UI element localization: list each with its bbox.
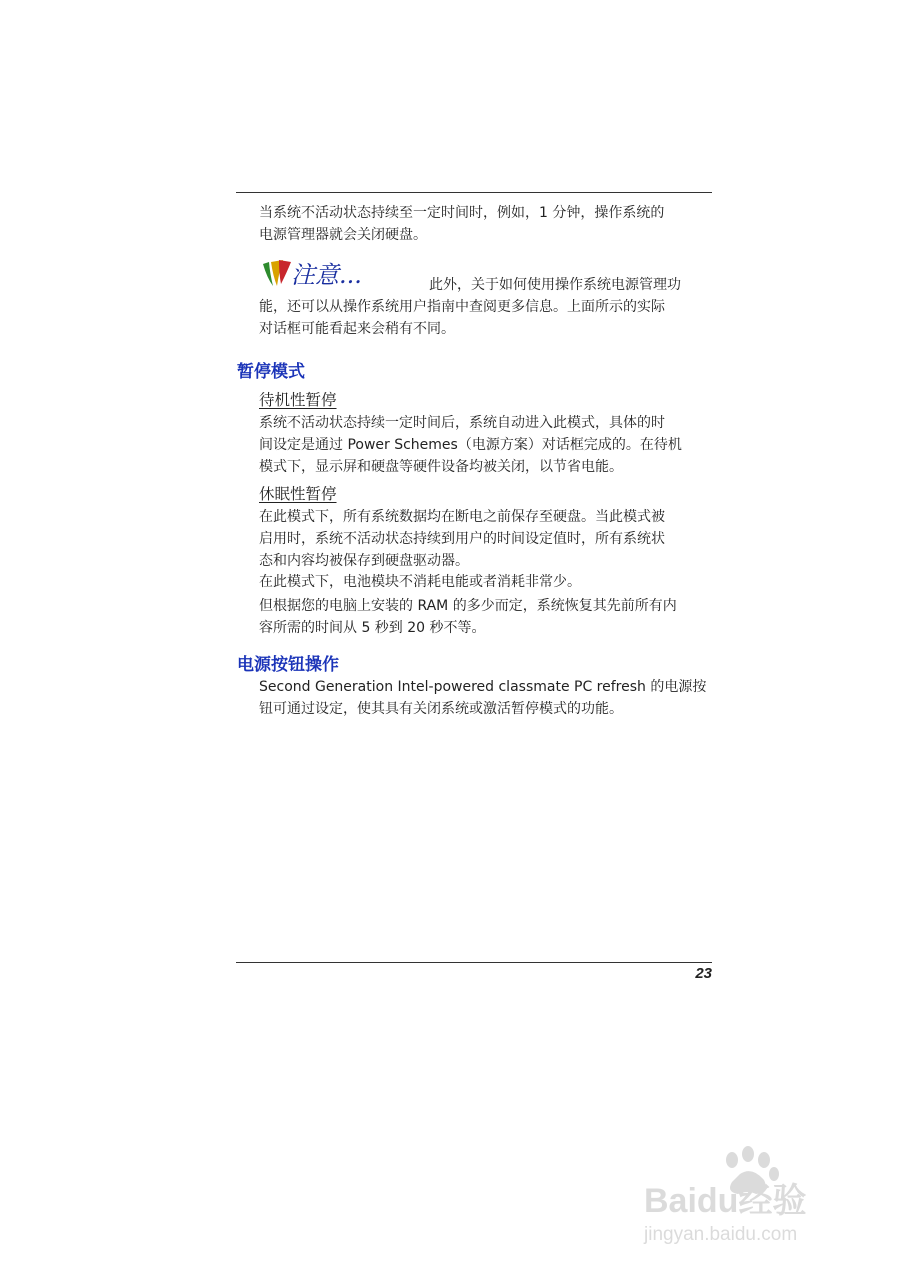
hibernate-paragraph-3	[259, 595, 712, 639]
note-line-1: 此外，关于如何使用操作系统电源管理功	[429, 277, 681, 293]
power-button-line-2: 钮可通过设定，使其具有关闭系统或激活暂停模式的功能。	[259, 701, 623, 717]
standby-subtitle: 待机性暂停	[259, 391, 337, 409]
standby-section-title: 暂停模式	[237, 362, 305, 382]
note-line-2: 能，还可以从操作系统用户指南中查阅更多信息。上面所示的实际	[259, 299, 665, 315]
page-number: 23	[695, 965, 712, 982]
hibernate-paragraph-1	[259, 506, 712, 572]
hibernate-paragraph-2	[259, 571, 712, 593]
hibernate-p3-line-2: 容所需的时间从 5 秒到 20 秒不等。	[259, 620, 486, 636]
hibernate-p1-line-2: 启用时，系统不活动状态持续到用户的时间设定值时，所有系统状	[259, 531, 665, 547]
hibernate-subtitle: 休眠性暂停	[259, 485, 337, 503]
standby-line-1: 系统不活动状态持续一定时间后，系统自动进入此模式，具体的时	[259, 415, 665, 431]
power-button-paragraph	[259, 676, 712, 720]
top-rule	[236, 192, 712, 193]
hibernate-p2-line: 在此模式下，电池模块不消耗电能或者消耗非常少。	[259, 574, 581, 590]
intro-line-1: 当系统不活动状态持续至一定时间时，例如，1 分钟，操作系统的	[259, 205, 665, 221]
hibernate-p1-line-3: 态和内容均被保存到硬盘驱动器。	[259, 553, 469, 569]
hibernate-p3-line-1: 但根据您的电脑上安装的 RAM 的多少而定，系统恢复其先前所有内	[259, 598, 677, 614]
standby-line-3: 模式下，显示屏和硬盘等硬件设备均被关闭，以节省电能。	[259, 459, 623, 475]
power-button-line-1: Second Generation Intel-powered classmate PC refresh 的电源按	[259, 679, 707, 695]
baidu-watermark-logo	[640, 1140, 870, 1250]
note-badge-text: 注意...	[291, 261, 362, 289]
standby-line-2: 间设定是通过 Power Schemes（电源方案）对话框完成的。在待机	[259, 437, 682, 453]
hibernate-p1-line-1: 在此模式下，所有系统数据均在断电之前保存至硬盘。当此模式被	[259, 509, 665, 525]
intro-line-2: 电源管理器就会关闭硬盘。	[259, 227, 427, 243]
standby-paragraph	[259, 412, 712, 478]
power-button-section-title: 电源按钮操作	[237, 655, 339, 675]
note-line-3: 对话框可能看起来会稍有不同。	[259, 321, 455, 337]
bottom-rule	[236, 962, 712, 963]
note-rest	[259, 296, 712, 340]
intro-paragraph	[259, 202, 712, 246]
watermark-brand: Baidu经验	[644, 1182, 807, 1220]
note-badge-icon	[259, 256, 409, 290]
watermark-url: jingyan.baidu.com	[644, 1224, 798, 1245]
